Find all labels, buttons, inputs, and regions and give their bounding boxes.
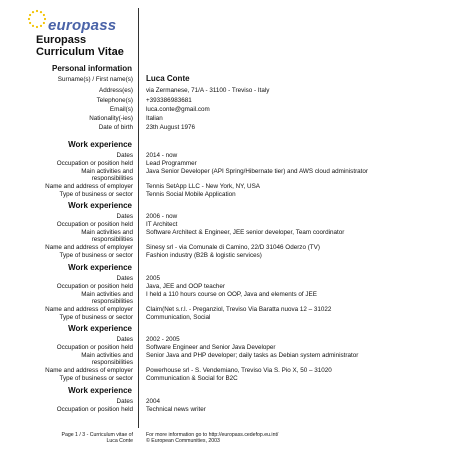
row-label: Main activities and <box>81 168 133 175</box>
row-label: Type of business or sector <box>59 252 133 259</box>
section-heading-work: Work experience <box>68 263 132 272</box>
row-value: Tennis SetApp LLC - New York, NY, USA <box>146 183 260 190</box>
row-value: Communication, Social <box>146 314 211 321</box>
row-value: via Zermanese, 71/A - 31100 - Treviso - Italy <box>146 87 270 94</box>
row-label: Name and address of employer <box>45 367 133 374</box>
row-value: IT Architect <box>146 221 178 228</box>
footer-info <box>146 432 278 444</box>
row-value: I held a 110 hours course on OOP, Java and elements of JEE <box>146 291 317 298</box>
row-value: Technical news writer <box>146 406 206 413</box>
section-heading-work: Work experience <box>68 386 132 395</box>
footer-left-line2: Luca Conte <box>106 438 133 444</box>
row-value: Java, JEE and OOP teacher <box>146 283 225 290</box>
row-label: Dates <box>116 398 133 405</box>
row-value: Java Senior Developer (API Spring/Hibernate tier) and AWS cloud administrator <box>146 168 369 175</box>
row-label: Occupation or position held <box>56 160 133 167</box>
section-heading-work: Work experience <box>68 140 132 149</box>
row-value: 23th August 1976 <box>146 124 196 131</box>
row-label: Main activities and <box>81 352 133 359</box>
row-label: Type of business or sector <box>59 375 133 382</box>
row-value: Tennis Social Mobile Application <box>146 191 236 198</box>
cv-title-line2: Curriculum Vitae <box>36 46 124 58</box>
row-value: Lead Programmer <box>146 160 197 167</box>
row-value: +393386983681 <box>146 97 192 104</box>
row-label: responsibilities <box>91 175 133 182</box>
row-label: Occupation or position held <box>56 406 133 413</box>
row-label: Telephone(s) <box>96 97 133 104</box>
row-label: Dates <box>116 336 133 343</box>
row-label: Occupation or position held <box>56 221 133 228</box>
row-label: Occupation or position held <box>56 283 133 290</box>
europass-logo <box>26 8 117 36</box>
row-value: Software Engineer and Senior Java Developer <box>146 344 276 351</box>
row-value: Luca Conte <box>146 74 190 83</box>
footer-right-line2: © European Communities, 2003 <box>146 438 220 444</box>
section-heading-work: Work experience <box>68 324 132 333</box>
row-label: Dates <box>116 275 133 282</box>
row-value: Senior Java and PHP developer; daily tasks as Debian system administrator <box>146 352 359 359</box>
row-value: Claim(Net s.r.l. - Preganziol, Treviso Via Baratta nuova 12 – 31022 <box>146 306 332 313</box>
row-label: Type of business or sector <box>59 314 133 321</box>
row-value: Software Architect & Engineer, JEE senior developer, Team coordinator <box>146 229 345 236</box>
row-value: 2002 - 2005 <box>146 336 180 343</box>
row-label: responsibilities <box>91 298 133 305</box>
row-label: Main activities and <box>81 291 133 298</box>
row-label: Nationality(-ies) <box>89 115 133 122</box>
row-label: Dates <box>116 152 133 159</box>
row-label: Name and address of employer <box>45 244 133 251</box>
section-heading-personal: Personal information <box>51 64 132 73</box>
footer-right-line1: For more information go to http://europass.cedefop.eu.int/ <box>146 432 279 438</box>
row-value: 2005 <box>146 275 161 282</box>
row-value: 2004 <box>146 398 161 405</box>
row-label: Email(s) <box>109 106 133 113</box>
row-value: Powerhouse srl - S. Vendemiano, Treviso Via S. Pio X, 50 – 31020 <box>146 367 332 374</box>
footer-page-info <box>0 432 133 444</box>
row-label: Occupation or position held <box>56 344 133 351</box>
row-value: Communication & Social for B2C <box>146 375 238 382</box>
row-value: luca.conte@gmail.com <box>146 106 210 113</box>
row-value: Italian <box>146 115 163 122</box>
row-label: Surname(s) / First name(s) <box>57 76 133 83</box>
cv-title-line1: Europass <box>36 34 87 46</box>
column-divider <box>138 8 139 428</box>
row-label: Main activities and <box>81 229 133 236</box>
row-label: Address(es) <box>99 87 133 94</box>
row-value: Sinesy srl - via Comunale di Camino, 22/D 31046 Oderzo (TV) <box>146 244 320 251</box>
row-label: Name and address of employer <box>45 183 133 190</box>
eu-stars-icon <box>26 8 48 30</box>
section-heading-work: Work experience <box>68 201 132 210</box>
footer-left-line1: Page 1 / 3 - Curriculum vitae of <box>61 432 133 438</box>
row-label: Name and address of employer <box>45 306 133 313</box>
row-value: Fashion industry (B2B & logistic services) <box>146 252 262 259</box>
logo-text: europass <box>48 17 117 34</box>
row-label: Date of birth <box>98 124 133 131</box>
row-label: Type of business or sector <box>59 191 133 198</box>
row-label: responsibilities <box>91 359 133 366</box>
row-label: Dates <box>116 213 133 220</box>
row-label: responsibilities <box>91 236 133 243</box>
row-value: 2014 - now <box>146 152 178 159</box>
row-value: 2006 - now <box>146 213 178 220</box>
